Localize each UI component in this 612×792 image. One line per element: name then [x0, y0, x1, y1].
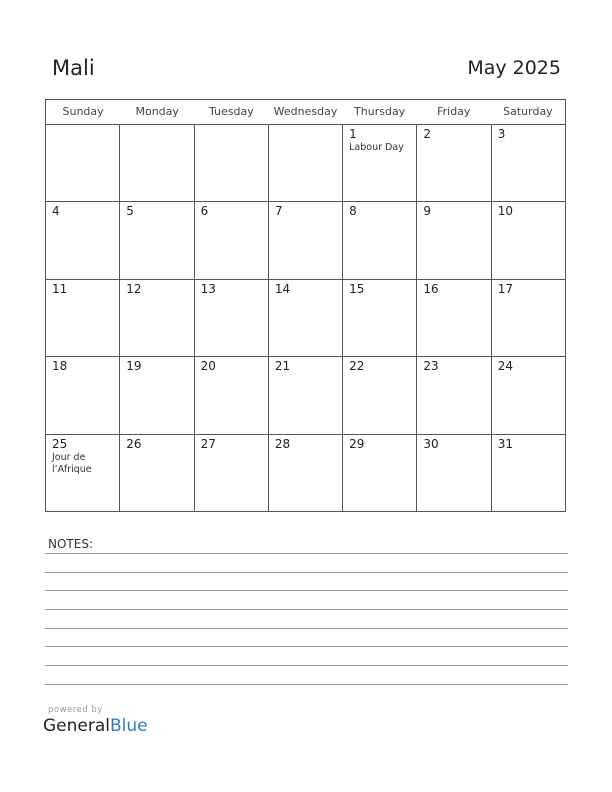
- day-number: 16: [423, 281, 439, 296]
- calendar-country-title: Mali: [52, 56, 95, 80]
- day-cell: [46, 357, 120, 433]
- generalblue-logo: [43, 716, 148, 736]
- day-number: 7: [274, 204, 283, 219]
- powered-by-text: powered by: [48, 705, 103, 715]
- day-cell: [343, 202, 417, 278]
- day-cell: [120, 357, 194, 433]
- day-number: 11: [52, 281, 68, 296]
- week-row-5: [46, 435, 565, 512]
- day-cell: [492, 435, 565, 512]
- weekday-saturday: Saturday: [503, 105, 553, 118]
- day-number: 8: [349, 204, 357, 219]
- weekday-friday: Friday: [437, 105, 471, 118]
- weekday-sunday: Sunday: [62, 105, 104, 118]
- note-line: [45, 665, 568, 666]
- holiday-label: Labour Day: [349, 142, 404, 153]
- day-number: 14: [274, 281, 291, 296]
- day-cell: [269, 357, 343, 433]
- weekday-wednesday: Wednesday: [273, 105, 338, 118]
- weekday-thursday: Thursday: [354, 105, 406, 118]
- week-row-3: [46, 280, 565, 357]
- day-number: 1: [349, 127, 357, 141]
- day-cell: [195, 202, 269, 278]
- day-number: 3: [497, 127, 506, 141]
- day-cell: [492, 125, 565, 201]
- brand-blue: Blue: [110, 716, 148, 736]
- day-number: 2: [423, 127, 432, 141]
- calendar-grid: [45, 99, 566, 512]
- day-cell: [269, 202, 343, 278]
- day-number: 4: [52, 204, 60, 219]
- day-cell: [46, 125, 120, 201]
- day-cell: [269, 435, 343, 512]
- day-number: 25: [52, 436, 68, 451]
- day-number: 24: [497, 359, 513, 374]
- day-number: 27: [200, 436, 216, 451]
- day-cell: [492, 202, 565, 278]
- week-row-1: [46, 125, 565, 202]
- day-cell: [195, 125, 269, 201]
- day-number: 10: [497, 204, 513, 219]
- day-number: 13: [200, 281, 216, 296]
- day-cell: [343, 280, 417, 356]
- note-line: [45, 628, 568, 629]
- week-row-4: [46, 357, 565, 434]
- day-number: 26: [126, 436, 142, 451]
- brand-general: General: [43, 716, 110, 736]
- day-cell: [417, 202, 491, 278]
- week-row-2: [46, 202, 565, 279]
- day-cell: [417, 435, 491, 512]
- day-number: 18: [52, 359, 68, 374]
- day-cell: [120, 280, 194, 356]
- day-cell: [343, 125, 417, 201]
- day-cell: [417, 125, 491, 201]
- note-line: [45, 572, 568, 573]
- day-cell: [120, 435, 194, 512]
- day-number: 31: [497, 436, 513, 451]
- weekday-header-row: [46, 100, 565, 125]
- note-line: [45, 590, 568, 591]
- weekday-tuesday: Tuesday: [208, 105, 254, 118]
- day-number: 23: [423, 359, 439, 374]
- holiday-label: Jour de l’Afrique: [52, 451, 92, 475]
- day-number: 29: [349, 436, 365, 451]
- notes-label: NOTES:: [48, 537, 93, 551]
- day-number: 5: [126, 204, 134, 219]
- day-cell: [195, 435, 269, 512]
- day-number: 21: [274, 359, 291, 374]
- day-number: 19: [126, 359, 142, 374]
- note-line: [45, 646, 568, 647]
- day-cell: [269, 280, 343, 356]
- day-cell: [269, 125, 343, 201]
- day-cell: [492, 357, 565, 433]
- day-cell: [120, 125, 194, 201]
- note-line: [45, 684, 568, 685]
- day-cell: [417, 357, 491, 433]
- day-number: 30: [423, 436, 439, 451]
- day-cell: [195, 280, 269, 356]
- day-cell: [46, 435, 120, 512]
- day-number: 9: [423, 204, 432, 219]
- day-cell: [343, 357, 417, 433]
- day-number: 12: [126, 281, 142, 296]
- day-cell: [120, 202, 194, 278]
- weekday-monday: Monday: [135, 105, 179, 118]
- day-number: 17: [497, 281, 513, 296]
- day-cell: [46, 280, 120, 356]
- day-number: 20: [200, 359, 216, 374]
- day-number: 22: [349, 359, 365, 374]
- day-number: 6: [200, 204, 209, 219]
- day-cell: [343, 435, 417, 512]
- note-line: [45, 609, 568, 610]
- day-cell: [46, 202, 120, 278]
- day-cell: [492, 280, 565, 356]
- day-number: 28: [274, 436, 291, 451]
- day-number: 15: [349, 281, 365, 296]
- day-cell: [195, 357, 269, 433]
- note-line: [45, 553, 568, 554]
- calendar-month-title: May 2025: [467, 57, 561, 79]
- day-cell: [417, 280, 491, 356]
